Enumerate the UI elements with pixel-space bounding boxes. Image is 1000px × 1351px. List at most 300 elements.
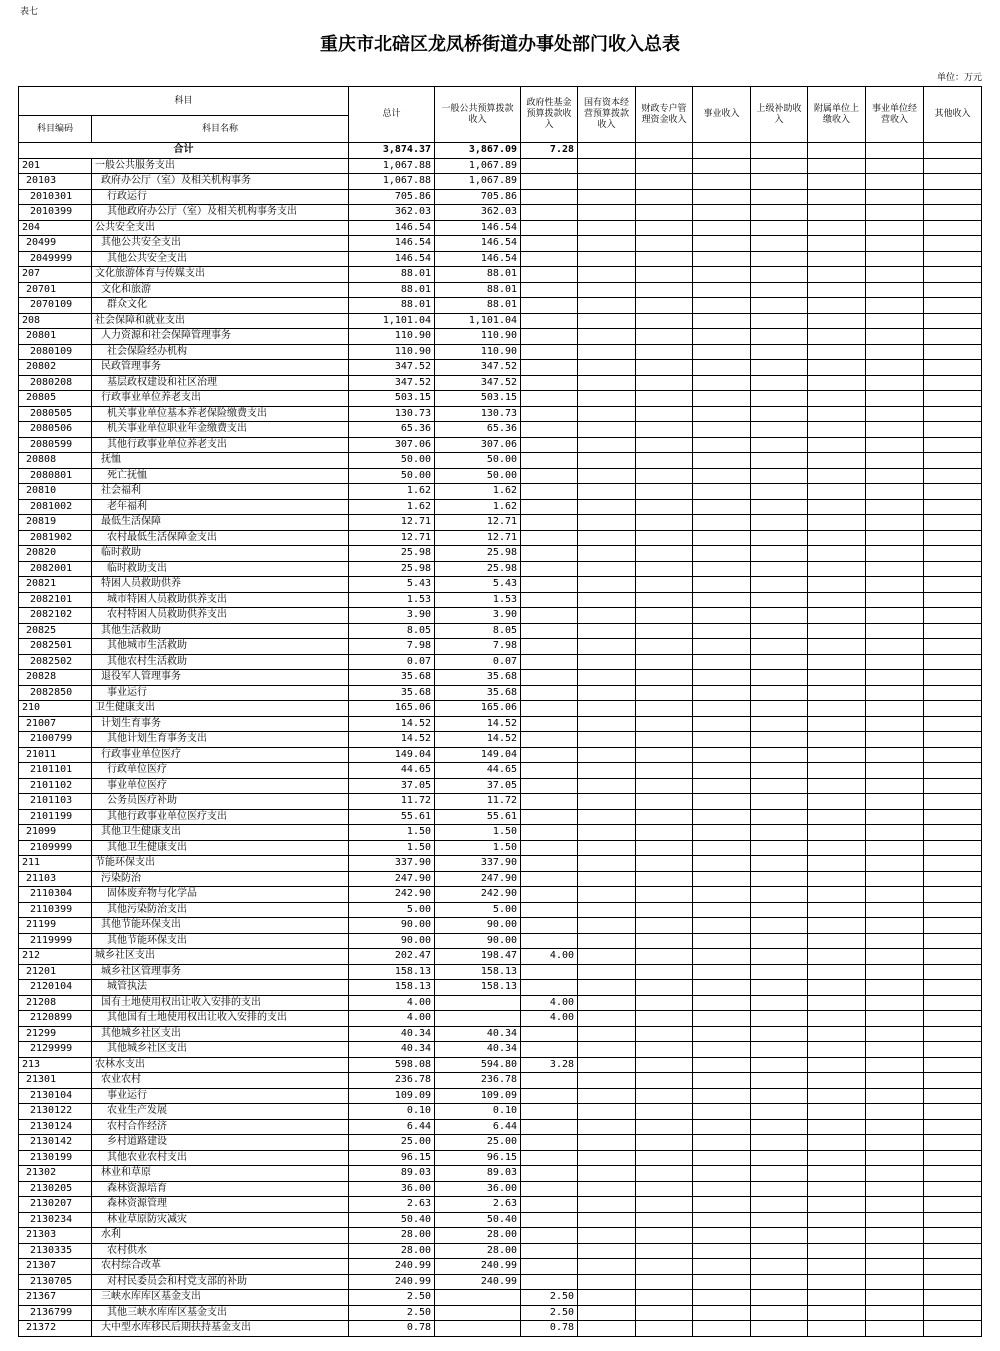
gov-fund-cell [521, 778, 578, 794]
empty-cell [866, 375, 924, 391]
empty-cell [751, 763, 808, 779]
total-cell: 40.34 [349, 1026, 435, 1042]
subject-name-cell: 死亡抚恤 [92, 468, 349, 484]
table-row [19, 592, 982, 608]
subject-name-cell: 农村特困人员救助供养支出 [92, 608, 349, 624]
empty-cell [693, 639, 751, 655]
empty-cell [808, 887, 866, 903]
table-row [19, 375, 982, 391]
empty-cell [693, 499, 751, 515]
empty-cell [693, 406, 751, 422]
empty-cell [636, 840, 693, 856]
empty-cell [636, 1212, 693, 1228]
subject-name-cell: 计划生育事务 [92, 716, 349, 732]
general-budget-cell: 88.01 [435, 267, 521, 283]
empty-cell [924, 995, 982, 1011]
empty-cell [693, 174, 751, 190]
subject-code-cell: 20825 [19, 623, 92, 639]
subject-code-cell: 2080505 [19, 406, 92, 422]
subject-code-cell: 20499 [19, 236, 92, 252]
empty-cell [751, 747, 808, 763]
empty-cell [924, 964, 982, 980]
empty-cell [924, 174, 982, 190]
gov-fund-cell [521, 453, 578, 469]
empty-cell [751, 282, 808, 298]
empty-cell [866, 282, 924, 298]
empty-cell [578, 437, 636, 453]
table-row [19, 701, 982, 717]
empty-cell [924, 267, 982, 283]
gov-fund-cell [521, 747, 578, 763]
subject-code-cell: 21208 [19, 995, 92, 1011]
empty-cell [808, 577, 866, 593]
empty-cell [924, 236, 982, 252]
empty-cell [578, 329, 636, 345]
table-row [19, 267, 982, 283]
subject-name-cell: 对村民委员会和村党支部的补助 [92, 1274, 349, 1290]
total-fund: 7.28 [521, 143, 578, 159]
empty-cell [866, 1274, 924, 1290]
total-cell: 88.01 [349, 298, 435, 314]
empty-cell [866, 1026, 924, 1042]
empty-cell [924, 1011, 982, 1027]
gov-fund-cell [521, 220, 578, 236]
empty-cell [578, 282, 636, 298]
empty-cell [578, 1088, 636, 1104]
empty-cell [808, 1212, 866, 1228]
empty-cell [866, 546, 924, 562]
general-budget-cell: 110.90 [435, 329, 521, 345]
empty-cell [866, 670, 924, 686]
empty-cell [808, 251, 866, 267]
subject-code-cell: 21007 [19, 716, 92, 732]
gov-fund-cell [521, 794, 578, 810]
empty-cell [808, 468, 866, 484]
empty-cell [808, 1073, 866, 1089]
subject-code-cell: 21011 [19, 747, 92, 763]
subject-name-cell: 大中型水库移民后期扶持基金支出 [92, 1321, 349, 1337]
empty-cell [693, 840, 751, 856]
empty-cell [693, 716, 751, 732]
subject-code-cell: 2109999 [19, 840, 92, 856]
subject-name-cell: 农村供水 [92, 1243, 349, 1259]
empty-cell [751, 236, 808, 252]
empty-cell [578, 1290, 636, 1306]
subject-name-cell: 城乡社区支出 [92, 949, 349, 965]
table-row [19, 608, 982, 624]
table-row [19, 546, 982, 562]
empty-cell [751, 933, 808, 949]
table-row [19, 902, 982, 918]
empty-cell [751, 329, 808, 345]
total-cell: 37.05 [349, 778, 435, 794]
subject-code-cell: 2081902 [19, 530, 92, 546]
gov-fund-cell [521, 375, 578, 391]
empty-cell [866, 1119, 924, 1135]
empty-cell [808, 1259, 866, 1275]
subject-name-cell: 社会保障和就业支出 [92, 313, 349, 329]
empty-cell [693, 1011, 751, 1027]
table-row [19, 1104, 982, 1120]
empty-cell [924, 484, 982, 500]
total-cell: 2.50 [349, 1290, 435, 1306]
total-cell: 598.08 [349, 1057, 435, 1073]
empty-cell [808, 809, 866, 825]
table-row [19, 437, 982, 453]
empty-cell [751, 1166, 808, 1182]
empty-cell [636, 220, 693, 236]
subject-code-cell: 2080109 [19, 344, 92, 360]
total-cell: 50.00 [349, 468, 435, 484]
general-budget-cell: 96.15 [435, 1150, 521, 1166]
empty-cell [693, 468, 751, 484]
empty-cell [636, 561, 693, 577]
empty-cell [866, 732, 924, 748]
empty-cell [693, 1243, 751, 1259]
empty-cell [636, 763, 693, 779]
empty-cell [924, 375, 982, 391]
empty-cell [693, 887, 751, 903]
empty-cell [636, 1243, 693, 1259]
empty-cell [924, 1073, 982, 1089]
empty-cell [751, 375, 808, 391]
gov-fund-cell [521, 763, 578, 779]
table-row [19, 577, 982, 593]
general-budget-cell: 25.98 [435, 546, 521, 562]
gov-fund-cell [521, 1073, 578, 1089]
empty-cell [578, 1321, 636, 1337]
gov-fund-cell [521, 530, 578, 546]
subject-code-cell: 2130234 [19, 1212, 92, 1228]
gov-fund-cell [521, 716, 578, 732]
subject-code-cell: 20103 [19, 174, 92, 190]
empty-cell [924, 453, 982, 469]
header-operation-income: 事业单位经营收入 [866, 87, 924, 143]
general-budget-cell: 50.00 [435, 453, 521, 469]
gov-fund-cell [521, 980, 578, 996]
empty-cell [924, 406, 982, 422]
total-cell: 5.00 [349, 902, 435, 918]
empty-cell [866, 143, 924, 159]
empty-cell [751, 1150, 808, 1166]
header-superior-subsidy: 上级补助收入 [751, 87, 808, 143]
gov-fund-cell [521, 546, 578, 562]
general-budget-cell: 44.65 [435, 763, 521, 779]
empty-cell [636, 1150, 693, 1166]
subject-code-cell: 2100799 [19, 732, 92, 748]
empty-cell [866, 329, 924, 345]
subject-name-cell: 一般公共服务支出 [92, 158, 349, 174]
empty-cell [693, 592, 751, 608]
empty-cell [578, 1212, 636, 1228]
empty-cell [808, 1042, 866, 1058]
empty-cell [636, 949, 693, 965]
empty-cell [636, 809, 693, 825]
gov-fund-cell [521, 313, 578, 329]
subject-name-cell: 政府办公厅（室）及相关机构事务 [92, 174, 349, 190]
total-cell: 146.54 [349, 236, 435, 252]
table-row [19, 158, 982, 174]
subject-code-cell: 2082502 [19, 654, 92, 670]
empty-cell [751, 654, 808, 670]
empty-cell [578, 1119, 636, 1135]
empty-cell [693, 298, 751, 314]
gov-fund-cell [521, 964, 578, 980]
total-cell: 7.98 [349, 639, 435, 655]
empty-cell [693, 391, 751, 407]
empty-cell [693, 236, 751, 252]
empty-cell [751, 639, 808, 655]
total-cell: 110.90 [349, 344, 435, 360]
table-row [19, 1166, 982, 1182]
general-budget-cell: 242.90 [435, 887, 521, 903]
gov-fund-cell [521, 499, 578, 515]
empty-cell [866, 530, 924, 546]
subject-name-cell: 其他公共安全支出 [92, 236, 349, 252]
gov-fund-cell [521, 329, 578, 345]
empty-cell [636, 577, 693, 593]
empty-cell [578, 1259, 636, 1275]
empty-cell [578, 670, 636, 686]
general-budget-cell [435, 995, 521, 1011]
empty-cell [693, 453, 751, 469]
gov-fund-cell [521, 902, 578, 918]
empty-cell [808, 344, 866, 360]
empty-cell [808, 437, 866, 453]
general-budget-cell: 11.72 [435, 794, 521, 810]
table-row [19, 1305, 982, 1321]
total-cell: 28.00 [349, 1228, 435, 1244]
table-row [19, 778, 982, 794]
table-row [19, 1026, 982, 1042]
subject-name-cell: 事业单位医疗 [92, 778, 349, 794]
table-row [19, 515, 982, 531]
general-budget-cell: 0.10 [435, 1104, 521, 1120]
table-row [19, 298, 982, 314]
empty-cell [808, 918, 866, 934]
empty-cell [578, 1073, 636, 1089]
empty-cell [751, 313, 808, 329]
empty-cell [636, 1197, 693, 1213]
general-budget-cell: 6.44 [435, 1119, 521, 1135]
general-budget-cell: 3.90 [435, 608, 521, 624]
empty-cell [866, 1135, 924, 1151]
empty-cell [751, 592, 808, 608]
subject-code-cell: 2136799 [19, 1305, 92, 1321]
subject-code-cell: 2080208 [19, 375, 92, 391]
subject-code-cell: 2130142 [19, 1135, 92, 1151]
empty-cell [751, 809, 808, 825]
empty-cell [751, 685, 808, 701]
empty-cell [751, 577, 808, 593]
empty-cell [866, 995, 924, 1011]
empty-cell [693, 1042, 751, 1058]
empty-cell [866, 592, 924, 608]
empty-cell [636, 143, 693, 159]
empty-cell [866, 174, 924, 190]
empty-cell [808, 220, 866, 236]
empty-cell [751, 561, 808, 577]
table-row [19, 360, 982, 376]
total-cell: 25.98 [349, 546, 435, 562]
empty-cell [924, 1212, 982, 1228]
empty-cell [808, 174, 866, 190]
empty-cell [693, 701, 751, 717]
total-cell: 247.90 [349, 871, 435, 887]
empty-cell [924, 189, 982, 205]
empty-cell [866, 871, 924, 887]
empty-cell [693, 360, 751, 376]
table-row [19, 685, 982, 701]
empty-cell [693, 1274, 751, 1290]
empty-cell [751, 499, 808, 515]
empty-cell [808, 313, 866, 329]
empty-cell [636, 856, 693, 872]
empty-cell [578, 918, 636, 934]
total-cell: 240.99 [349, 1259, 435, 1275]
subject-name-cell: 其他节能环保支出 [92, 933, 349, 949]
total-amount: 3,874.37 [349, 143, 435, 159]
empty-cell [866, 313, 924, 329]
subject-code-cell: 2130705 [19, 1274, 92, 1290]
total-cell: 158.13 [349, 980, 435, 996]
empty-cell [751, 546, 808, 562]
empty-cell [636, 995, 693, 1011]
empty-cell [808, 747, 866, 763]
subject-name-cell: 卫生健康支出 [92, 701, 349, 717]
empty-cell [866, 468, 924, 484]
gov-fund-cell: 4.00 [521, 1011, 578, 1027]
gov-fund-cell [521, 639, 578, 655]
empty-cell [924, 639, 982, 655]
general-budget-cell: 594.80 [435, 1057, 521, 1073]
table-row [19, 422, 982, 438]
gov-fund-cell [521, 1135, 578, 1151]
subject-code-cell: 21307 [19, 1259, 92, 1275]
empty-cell [636, 422, 693, 438]
empty-cell [578, 639, 636, 655]
empty-cell [751, 437, 808, 453]
empty-cell [751, 453, 808, 469]
empty-cell [808, 561, 866, 577]
empty-cell [808, 1228, 866, 1244]
header-subject-name: 科目名称 [92, 116, 349, 143]
empty-cell [924, 205, 982, 221]
empty-cell [808, 1274, 866, 1290]
empty-cell [924, 1042, 982, 1058]
gov-fund-cell [521, 918, 578, 934]
general-budget-cell: 65.36 [435, 422, 521, 438]
general-budget-cell: 5.00 [435, 902, 521, 918]
general-budget-cell: 90.00 [435, 918, 521, 934]
gov-fund-cell [521, 732, 578, 748]
empty-cell [866, 654, 924, 670]
empty-cell [924, 1026, 982, 1042]
empty-cell [866, 623, 924, 639]
general-budget-cell: 130.73 [435, 406, 521, 422]
general-budget-cell: 198.47 [435, 949, 521, 965]
subject-code-cell: 21301 [19, 1073, 92, 1089]
empty-cell [578, 1197, 636, 1213]
general-budget-cell: 1.62 [435, 484, 521, 500]
empty-cell [636, 1026, 693, 1042]
empty-cell [636, 375, 693, 391]
empty-cell [636, 918, 693, 934]
total-cell: 88.01 [349, 282, 435, 298]
subject-code-cell: 2010399 [19, 205, 92, 221]
empty-cell [866, 887, 924, 903]
empty-cell [578, 344, 636, 360]
total-cell: 1.62 [349, 499, 435, 515]
empty-cell [578, 561, 636, 577]
empty-cell [578, 902, 636, 918]
empty-cell [751, 1259, 808, 1275]
empty-cell [751, 468, 808, 484]
empty-cell [636, 1228, 693, 1244]
total-cell: 1,067.88 [349, 158, 435, 174]
table-row [19, 391, 982, 407]
empty-cell [924, 1181, 982, 1197]
gov-fund-cell [521, 205, 578, 221]
empty-cell [924, 499, 982, 515]
subject-name-cell: 特困人员救助供养 [92, 577, 349, 593]
empty-cell [636, 1135, 693, 1151]
gov-fund-cell [521, 236, 578, 252]
total-cell: 90.00 [349, 933, 435, 949]
general-budget-cell: 146.54 [435, 251, 521, 267]
table-row [19, 220, 982, 236]
empty-cell [693, 763, 751, 779]
empty-cell [808, 949, 866, 965]
subject-name-cell: 老年福利 [92, 499, 349, 515]
table-row [19, 1042, 982, 1058]
subject-code-cell: 20701 [19, 282, 92, 298]
subject-code-cell: 2101199 [19, 809, 92, 825]
gov-fund-cell [521, 406, 578, 422]
subject-code-cell: 20805 [19, 391, 92, 407]
empty-cell [866, 639, 924, 655]
empty-cell [693, 623, 751, 639]
empty-cell [751, 391, 808, 407]
subject-code-cell: 2130122 [19, 1104, 92, 1120]
table-row [19, 1228, 982, 1244]
subject-name-cell: 其他三峡水库库区基金支出 [92, 1305, 349, 1321]
empty-cell [808, 1104, 866, 1120]
general-budget-cell [435, 1011, 521, 1027]
gov-fund-cell [521, 577, 578, 593]
subject-code-cell: 2101103 [19, 794, 92, 810]
empty-cell [636, 980, 693, 996]
empty-cell [924, 1243, 982, 1259]
empty-cell [578, 577, 636, 593]
total-cell: 165.06 [349, 701, 435, 717]
empty-cell [636, 360, 693, 376]
table-row [19, 329, 982, 345]
empty-cell [693, 1321, 751, 1337]
empty-cell [636, 825, 693, 841]
empty-cell [924, 1119, 982, 1135]
subject-name-cell: 行政事业单位医疗 [92, 747, 349, 763]
empty-cell [866, 809, 924, 825]
empty-cell [636, 1181, 693, 1197]
total-label: 合计 [19, 143, 349, 159]
empty-cell [924, 546, 982, 562]
empty-cell [866, 1228, 924, 1244]
empty-cell [924, 1057, 982, 1073]
empty-cell [808, 825, 866, 841]
empty-cell [924, 871, 982, 887]
empty-cell [636, 887, 693, 903]
